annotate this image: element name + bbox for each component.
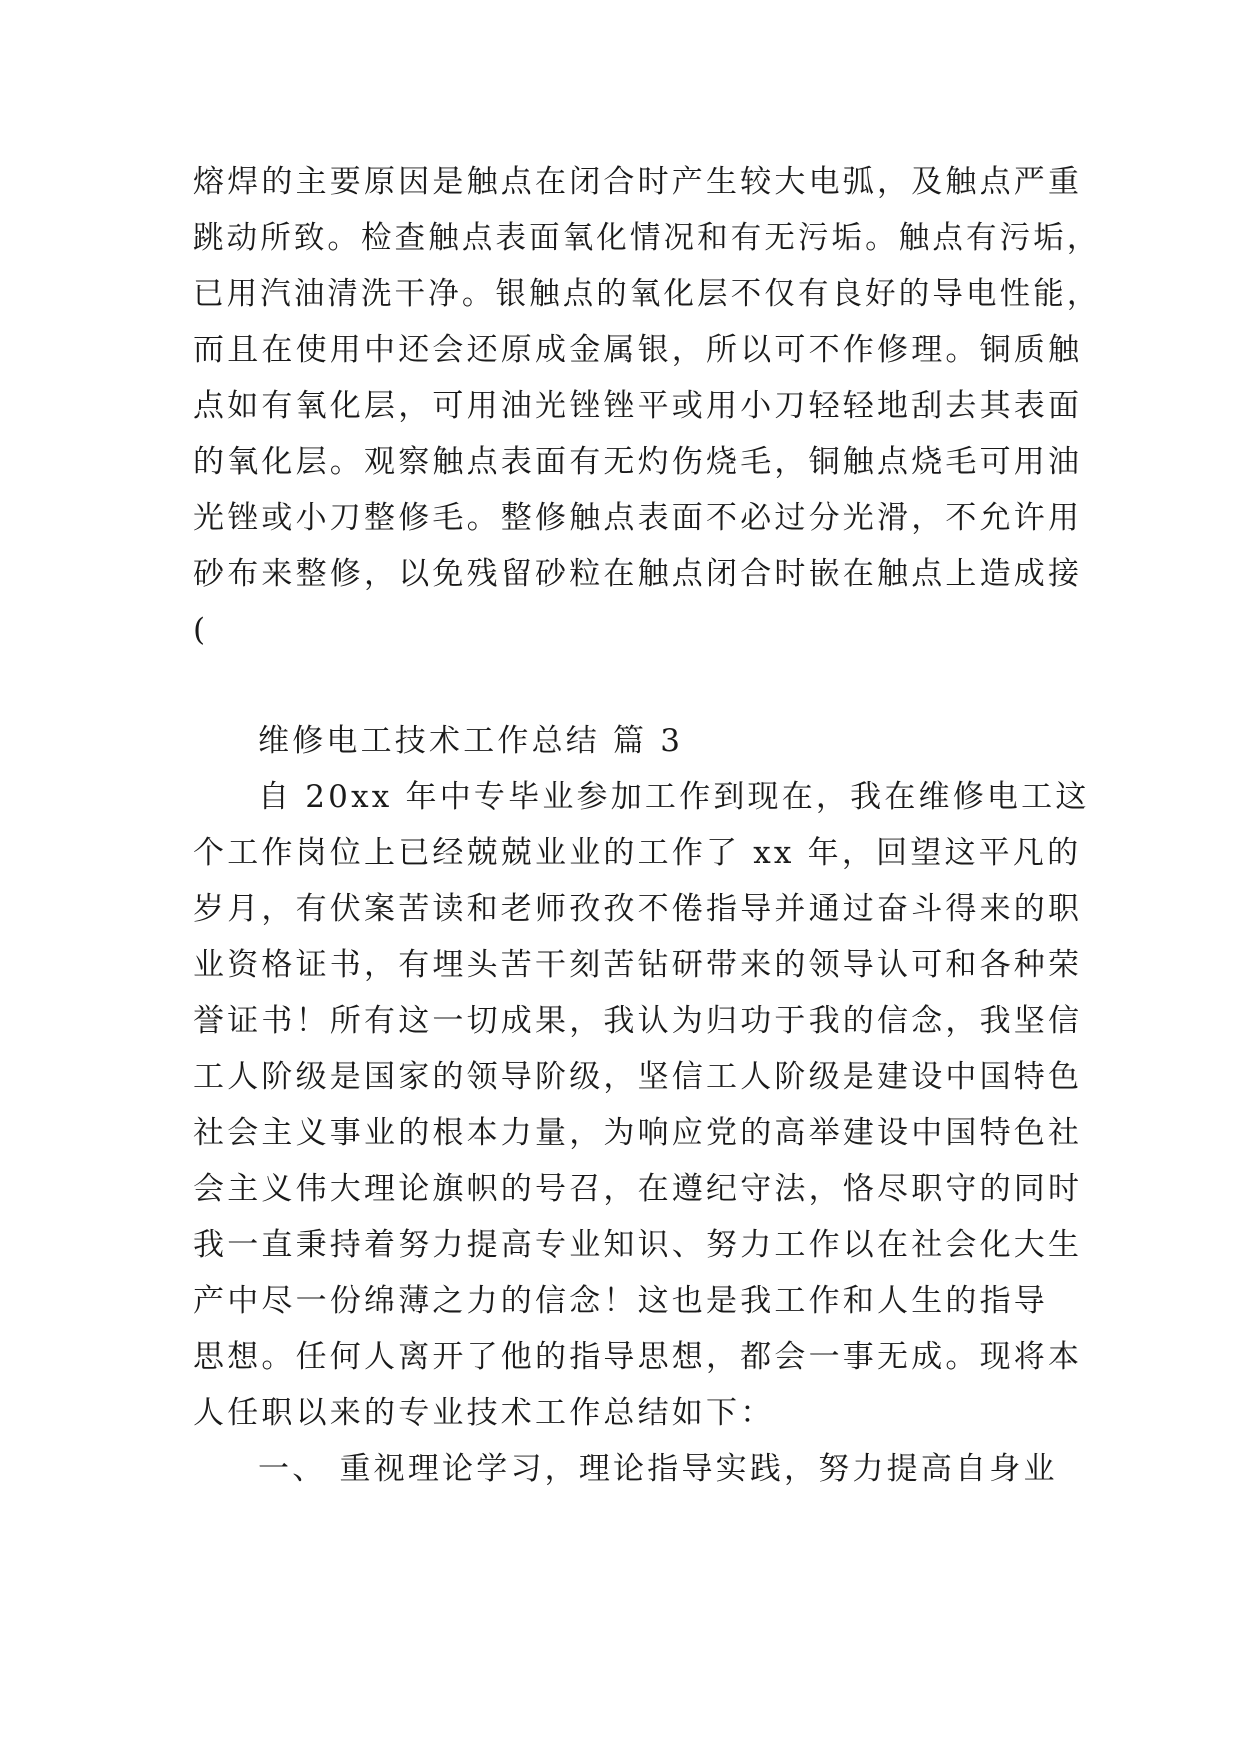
text-line: 会主义伟大理论旗帜的号召，在遵纪守法，恪尽职守的同时: [193, 1171, 1083, 1207]
text-line: 工人阶级是国家的领导阶级，坚信工人阶级是建设中国特色: [193, 1059, 1083, 1095]
text-line: 人任职以来的专业技术工作总结如下：: [193, 1395, 775, 1431]
text-line: 个工作岗位上已经兢兢业业的工作了 xx 年，回望这平凡的: [193, 835, 1082, 871]
text-line: 思想。任何人离开了他的指导思想，都会一事无成。现将本: [193, 1339, 1083, 1375]
text-line: 社会主义事业的根本力量，为响应党的高举建设中国特色社: [193, 1115, 1083, 1151]
text-line: 誉证书！所有这一切成果，我认为归功于我的信念，我坚信: [193, 1003, 1083, 1039]
list-item-heading: 一、 重视理论学习，理论指导实践，努力提高自身业: [258, 1451, 1058, 1487]
paragraph-first-line: 自 20xx 年中专毕业参加工作到现在，我在维修电工这: [258, 779, 1090, 815]
text-line: (: [193, 612, 209, 648]
text-line: 岁月，有伏案苦读和老师孜孜不倦指导并通过奋斗得来的职: [193, 891, 1083, 927]
text-line: 熔焊的主要原因是触点在闭合时产生较大电弧，及触点严重: [193, 164, 1083, 200]
text-line: 跳动所致。检查触点表面氧化情况和有无污垢。触点有污垢，: [193, 220, 1101, 256]
text-line: 的氧化层。观察触点表面有无灼伤烧毛，铜触点烧毛可用油: [193, 444, 1083, 480]
text-line: 产中尽一份绵薄之力的信念！这也是我工作和人生的指导: [193, 1283, 1048, 1319]
text-line: 砂布来整修，以免残留砂粒在触点闭合时嵌在触点上造成接: [193, 556, 1083, 592]
text-line: 已用汽油清洗干净。银触点的氧化层不仅有良好的导电性能，: [193, 276, 1101, 312]
section-heading: 维修电工技术工作总结 篇 3: [258, 723, 684, 759]
text-line: 业资格证书，有埋头苦干刻苦钻研带来的领导认可和各种荣: [193, 947, 1083, 983]
text-line: 我一直秉持着努力提高专业知识、努力工作以在社会化大生: [193, 1227, 1083, 1263]
text-line: 而且在使用中还会还原成金属银，所以可不作修理。铜质触: [193, 332, 1083, 368]
text-line: 点如有氧化层，可用油光锉锉平或用小刀轻轻地刮去其表面: [193, 388, 1083, 424]
text-line: 光锉或小刀整修毛。整修触点表面不必过分光滑，不允许用: [193, 500, 1083, 536]
